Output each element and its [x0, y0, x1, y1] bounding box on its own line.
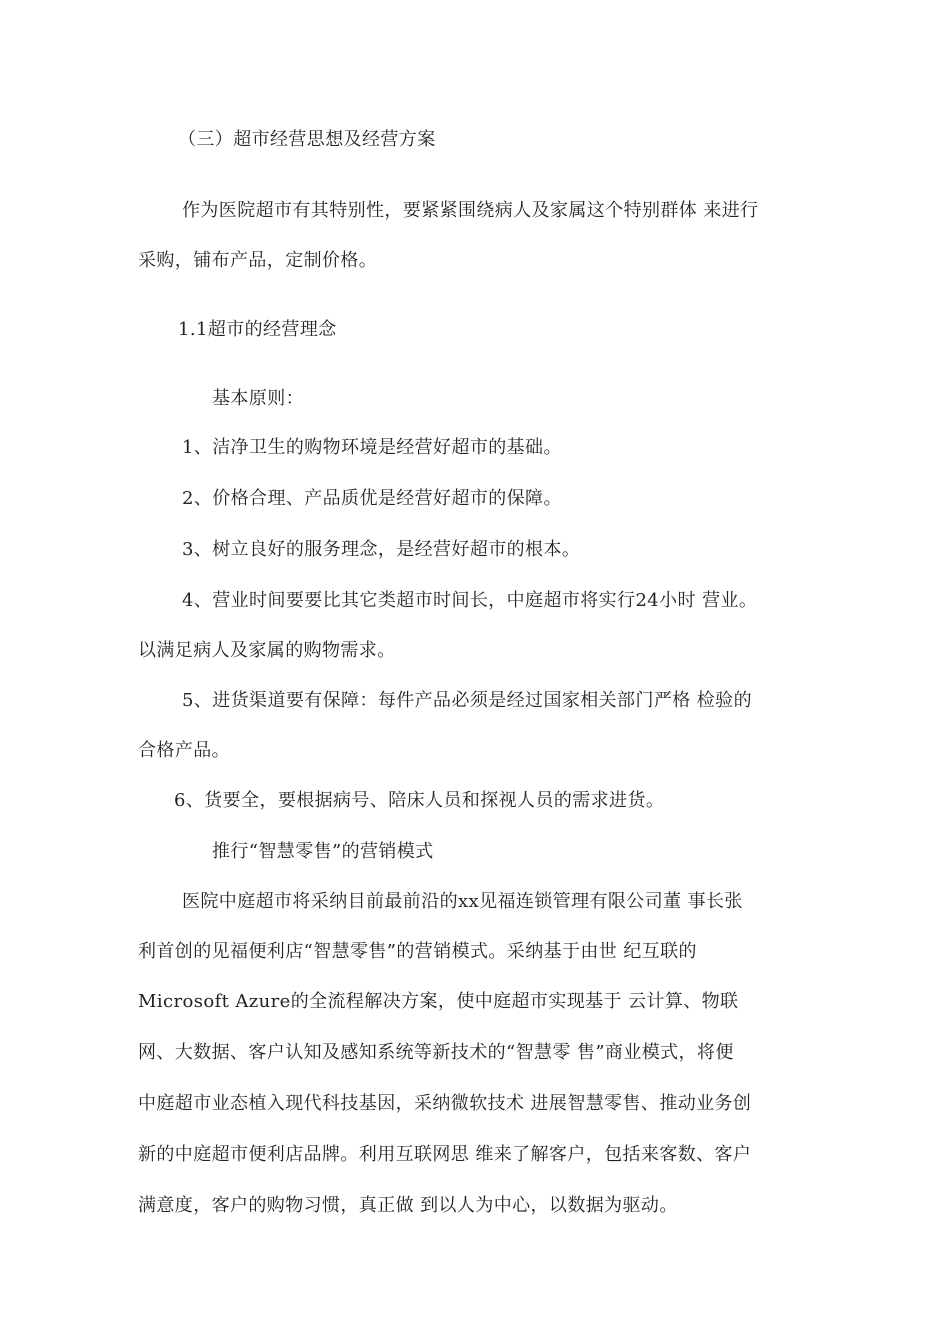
intro-line-2: 采购，铺布产品，定制价格。 — [138, 250, 378, 271]
principle-3: 3、树立良好的服务理念，是经营好超市的根本。 — [182, 539, 581, 560]
marketing-line-4: 网、大数据、客户认知及感知系统等新技术的“智慧零 售”商业模式，将便 — [138, 1042, 734, 1063]
section-title: （三）超市经营思想及经营方案 — [178, 129, 436, 150]
principle-5-cont: 合格产品。 — [138, 740, 230, 761]
subsection-title: 1.1超市的经营理念 — [178, 319, 337, 340]
principle-4: 4、营业时间要要比其它类超市时间长，中庭超市将实行24小时 营业。 — [182, 590, 758, 611]
marketing-line-5: 中庭超市业态植入现代科技基因，采纳微软技术 进展智慧零售、推动业务创 — [138, 1093, 752, 1114]
principle-5: 5、进货渠道要有保障：每件产品必须是经过国家相关部门严格 检验的 — [182, 690, 752, 711]
marketing-heading: 推行“智慧零售”的营销模式 — [212, 841, 434, 862]
principle-4-cont: 以满足病人及家属的购物需求。 — [138, 640, 396, 661]
principle-1: 1、洁净卫生的购物环境是经营好超市的基础。 — [182, 437, 562, 458]
marketing-line-7: 满意度，客户的购物习惯，真正做 到以人为中心，以数据为驱动。 — [138, 1195, 678, 1216]
principle-2: 2、价格合理、产品质优是经营好超市的保障。 — [182, 488, 562, 509]
marketing-line-3: Microsoft Azure的全流程解决方案，使中庭超市实现基于 云计算、物联 — [138, 991, 739, 1012]
principle-6: 6、货要全，要根据病号、陪床人员和探视人员的需求进货。 — [174, 790, 665, 811]
marketing-line-2: 利首创的见福便利店“智慧零售”的营销模式。采纳基于由世 纪互联的 — [138, 941, 697, 962]
principles-heading: 基本原则： — [212, 388, 304, 409]
marketing-line-1: 医院中庭超市将采纳目前最前沿的xx见福连锁管理有限公司董 事长张 — [182, 891, 743, 912]
marketing-line-6: 新的中庭超市便利店品牌。利用互联网思 维来了解客户，包括来客数、客户 — [138, 1144, 752, 1165]
intro-line-1: 作为医院超市有其特别性，要紧紧围绕病人及家属这个特别群体 来进行 — [182, 200, 759, 221]
